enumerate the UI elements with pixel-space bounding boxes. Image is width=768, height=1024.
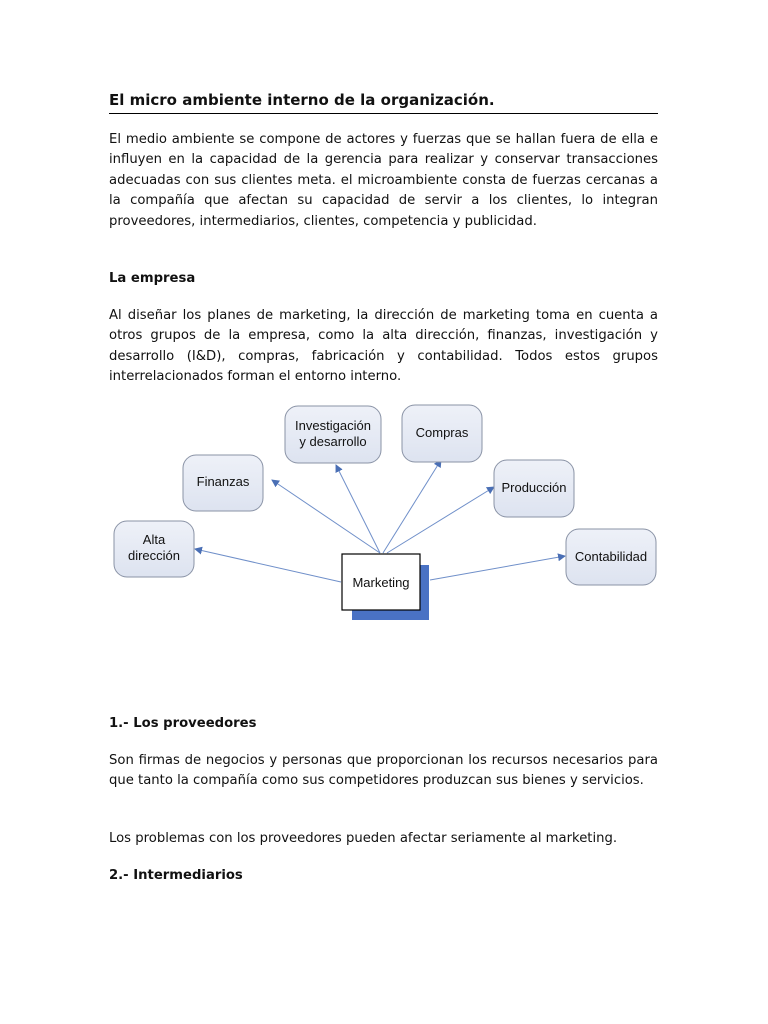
node-label: Alta bbox=[142, 532, 166, 547]
node-label: y desarrollo bbox=[299, 434, 367, 449]
node-finanzas bbox=[183, 455, 263, 511]
node-label: dirección bbox=[127, 548, 181, 563]
empresa-paragraph: Al diseñar los planes de marketing, la dirección de marketing toma en cuenta a otros grupos de la empresa, como la alta dirección, finanzas, investigación y desarrollo (I&D), compras, fabricación y contabilidad. Todos estos grupos interrelacionados forman el entorno interno. bbox=[109, 308, 658, 385]
arrow-to-compras bbox=[383, 460, 441, 553]
node-investigacion bbox=[285, 406, 381, 463]
section-heading-intermediarios: 2.- Intermediarios bbox=[109, 868, 243, 883]
node-label-marketing: Marketing bbox=[352, 575, 410, 590]
node-compras bbox=[402, 405, 482, 462]
node-marketing bbox=[342, 554, 429, 620]
arrow-to-investigacion bbox=[336, 465, 380, 553]
arrow-to-finanzas bbox=[272, 480, 380, 553]
node-label: Compras bbox=[415, 425, 469, 440]
proveedores-paragraph-1: Son firmas de negocios y personas que proporcionan los recursos necesarios para que tanto la compañía como sus competidores produzcan sus bienes y servicios. bbox=[109, 753, 658, 789]
node-produccion bbox=[494, 460, 574, 517]
document-title: El micro ambiente interno de la organización. bbox=[109, 90, 658, 114]
node-alta-direccion bbox=[114, 521, 194, 577]
section-heading-proveedores: 1.- Los proveedores bbox=[109, 716, 257, 731]
node-label: Investigación bbox=[295, 418, 371, 433]
arrow-to-contabilidad bbox=[430, 556, 565, 580]
arrow-to-alta-direccion bbox=[195, 549, 341, 582]
intro-paragraph: El medio ambiente se compone de actores y fuerzas que se hallan fuera de ella e influyen en la capacidad de la gerencia para realizar y conservar transacciones adecuadas con sus clientes meta. el microambiente consta de fuerzas cercanas a la compañía que afectan su capacidad de servir a los clientes, lo integran proveedores, intermediarios, clientes, competencia y publicidad. bbox=[109, 132, 658, 229]
node-contabilidad bbox=[566, 529, 656, 585]
internal-environment-diagram bbox=[100, 395, 670, 630]
node-label: Contabilidad bbox=[574, 549, 648, 564]
proveedores-paragraph-2: Los problemas con los proveedores pueden afectar seriamente al marketing. bbox=[109, 831, 618, 846]
node-label: Producción bbox=[501, 480, 567, 495]
section-heading-empresa: La empresa bbox=[109, 271, 196, 286]
node-label: Finanzas bbox=[196, 474, 250, 489]
